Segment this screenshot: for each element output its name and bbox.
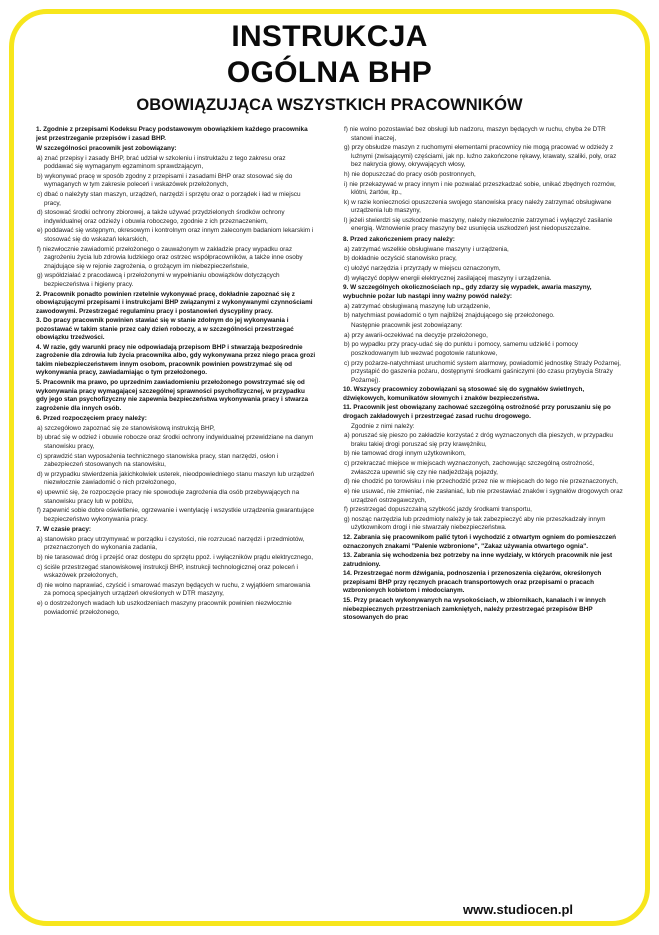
instruction-paragraph: a) znać przepisy i zasady BHP, brać udział w szkoleniu i instruktażu z tego zakresu oraz poddawać się wymaganym egzaminom sprawdzającym,	[37, 154, 286, 171]
instruction-paragraph: 8. Przed zakończeniem pracy należy:	[343, 235, 455, 243]
instruction-paragraph: 15. Przy pracach wykonywanych na wysokościach, w zbiornikach, kanałach i w innych niebezpiecznych przestrzeniach zamkniętych, należy przestrzegać przepisów BHP stosowanych do prac	[343, 597, 606, 622]
instruction-paragraph: Następnie pracownik jest zobowiązany:	[351, 321, 463, 329]
instruction-paragraph: f) zapewnić sobie dobre oświetlenie, ogrzewanie i wentylację i wszystkie urządzenia gwarantujące bezpieczeństwo wykonywania pracy.	[37, 507, 315, 523]
instruction-paragraph: a) stanowisko pracy utrzymywać w porządku i czystości, nie rozrzucać narzędzi i przedmiotów, przeznaczonych do wykonania zadania,	[37, 535, 305, 552]
instruction-paragraph: c) ściśle przestrzegać stanowiskowej instrukcji BHP, instrukcji technologicznej oraz poleceń i wskazówek przełożonych,	[37, 563, 298, 580]
instruction-paragraph: d) wyłączyć dopływ energii elektrycznej zasilającej maszyny i urządzenia.	[344, 274, 552, 282]
instruction-paragraph: 4. W razie, gdy warunki pracy nie odpowiadają przepisom BHP i stwarzają bezpośrednie zagrożenie dla zdrowia lub życia pracownika albo, gdy wykonywana przez niego praca grozi takim niebezpieczeństwem innym osobom, pracownik powinien powstrzymać się od wykonywania pracy, zawiadamiając o tym przełożonego.	[36, 343, 316, 377]
instruction-paragraph: 5. Pracownik ma prawo, po uprzednim zawiadomieniu przełożonego powstrzymać się od wykonywania pracy wymagającej szczególnej sprawności psychofizycznej, w przypadku gdy jego stan psychofizyczny nie zapewnia bezpieczeństwa wykonywania pracy i stwarza zagrożenie dla innych osób.	[36, 379, 309, 412]
instruction-paragraph: e) poddawać się wstępnym, okresowym i kontrolnym oraz innym zaleconym badaniom lekarskim i stosować się do wskazań lekarskich,	[37, 227, 314, 243]
instruction-paragraph: b) nie tarasować dróg i przejść oraz dostępu do sprzętu ppoż. i wyłączników prądu elektrycznego,	[37, 554, 314, 562]
instruction-paragraph: c) sprawdzić stan wyposażenia technicznego stanowiska pracy, stan narzędzi, osłon i zabezpieczeń stosowanych na stanowisku,	[37, 452, 279, 469]
instruction-paragraph: e) upewnić się, że rozpoczęcie pracy nie spowoduje zagrożenia dla osób przebywających na stanowisku pracy lub w pobliżu,	[37, 489, 300, 505]
website-url: www.studiocen.pl	[463, 902, 574, 917]
instruction-paragraph: 9. W szczególnych okolicznościach np., gdy zdarzy się wypadek, awaria maszyny, wybuchnie pożar lub nastąpi inny ważny powód należy:	[343, 284, 592, 300]
instruction-paragraph: a) poruszać się pieszo po zakładzie korzystać z dróg wyznaczonych dla pieszych, w przypadku braku takiej drogi poruszać się przy krawężniku,	[344, 432, 613, 448]
title-line-2: OGÓLNA BHP	[226, 56, 433, 89]
instruction-paragraph: b) nie tamować drogi innym użytkownikom,	[344, 450, 466, 458]
instruction-paragraph: c) przekraczać miejsce w miejscach wyznaczonych, zachowując szczególną ostrożność, zwłaszcza upewnić się czy nie nadjeżdżają pojazdy,	[344, 460, 595, 476]
instruction-paragraph: a) zatrzymać wszelkie obsługiwane maszyny i urządzenia,	[344, 245, 509, 253]
left-text-column	[36, 126, 316, 881]
instruction-paragraph: 3. Do pracy pracownik powinien stawiać się w stanie zdolnym do jej wykonywania i pozostawać w takim stanie przez cały dzień roboczy, a w szczególności przestrzegać obowiązku trzeźwości.	[36, 317, 294, 342]
instruction-paragraph: c) ułożyć narzędzia i przyrządy w miejscu oznaczonym,	[344, 265, 501, 272]
instruction-paragraph: b) ubrać się w odzież i obuwie robocze oraz środki ochrony indywidualnej przewidziane na danym stanowisku pracy,	[37, 434, 314, 450]
instruction-paragraph: 10. Wszyscy pracownicy zobowiązani są stosować się do sygnałów świetlnych, dźwiękowych, komunikatów słownych i znaków bezpieczeństwa.	[343, 386, 585, 402]
instruction-paragraph: l) jeżeli stwierdzi się uszkodzenie maszyny, należy niezwłocznie zatrzymać i wyłączyć zasilanie energią. Wznowienie pracy maszyny bez usunięcia uszkodzeń jest niedopuszczalne.	[344, 216, 613, 233]
instruction-paragraph: 12. Zabrania się pracownikom palić tytoń i wychodzić z otwartym ogniem do pomieszczeń oznaczonych znakami "Palenie wzbronione", "Zakaz używania otwartego ognia".	[343, 534, 617, 550]
title-line-1: INSTRUKCJA	[231, 20, 428, 53]
instruction-paragraph: d) w przypadku stwierdzenia jakichkolwiek usterek, nieodpowiedniego stanu maszyn lub urządzeń niezwłocznie zawiadomić o nich przełożonego,	[37, 470, 315, 487]
instruction-paragraph: 14. Przestrzegać norm dźwigania, podnoszenia i przenoszenia ciężarów, określonych przepisami BHP przy ręcznych pracach transportowych oraz przepisami o pracach wzbronionych kobietom i młodocianym.	[343, 570, 602, 595]
instruction-paragraph: 6. Przed rozpoczęciem pracy należy:	[36, 415, 147, 423]
instruction-paragraph: g) nosząc narzędzia lub przedmioty należy je tak zabezpieczyć aby nie przeszkadzały innym użytkownikom drogi i nie stwarzały niebezpieczeństwa.	[344, 515, 606, 532]
instruction-paragraph: a) przy awarii-oczekiwać na decyzje przełożonego,	[344, 331, 488, 339]
instruction-paragraph: f) nie wolno pozostawiać bez obsługi lub nadzoru, maszyn będących w ruchu, chyba że DTR stanowi inaczej,	[344, 126, 606, 142]
instruction-paragraph: b) po wypadku przy pracy-udać się do punktu i pomocy, samemu udzielić i pomocy poszkodowanym lub wezwać pogotowie ratunkowe,	[344, 341, 578, 357]
instruction-paragraph: W szczególności pracownik jest zobowiązany:	[36, 145, 177, 152]
instruction-paragraph: c) przy pożarze-natychmiast uruchomić system alarmowy, powiadomić jednostkę Straży Pożarnej, przystąpić do gaszenia pożaru, dostępnymi środkami gaśniczymi (do czasu przybycia Straży Pożarnej).	[344, 359, 621, 384]
instruction-paragraph: e) o dostrzeżonych wadach lub uszkodzeniach maszyny pracownik powinien niezwłocznie powiadomić przełożonego,	[37, 600, 292, 616]
instruction-paragraph: e) nie usuwać, nie zmieniać, nie zasłaniać, lub nie przestawiać znaków i sygnałów drogowych oraz urządzeń ostrzegawczych,	[344, 488, 623, 504]
right-text-column	[343, 126, 623, 881]
instruction-paragraph: 13. Zabrania się wchodzenia bez potrzeby na inne wydziały, w których pracownik nie jest zatrudniony.	[343, 552, 613, 568]
instruction-paragraph: a) zatrzymać obsługiwaną maszynę lub urządzenie,	[344, 302, 491, 310]
instruction-paragraph: d) nie wolno naprawiać, czyścić i smarować maszyn będących w ruchu, z wyjątkiem smarowania za pomocą specjalnych urządzeń określonych w DTR maszyny,	[37, 581, 311, 598]
instruction-paragraph: g) współdziałać z pracodawcą i przełożonymi w wypełnianiu obowiązków dotyczących bezpieczeństwa i higieny pracy.	[37, 272, 280, 288]
instruction-paragraph: b) natychmiast powiadomić o tym najbliżej znajdującego się przełożonego.	[344, 312, 555, 320]
instruction-paragraph: d) stosować środki ochrony zbiorowej, a także używać przydzielonych środków ochrony indywidualnej oraz odzieży i obuwia roboczego, zgodnie z ich przeznaczeniem,	[37, 209, 285, 225]
instruction-paragraph: f) niezwłocznie zawiadomić przełożonego o zauważonym w zakładzie pracy wypadku oraz zagrożeniu życia lub zdrowia ludzkiego oraz ostrzec współpracowników, a także inne osoby znajdujące się w rejonie zagrożenia, o grożącym im niebezpieczeństwie,	[37, 245, 303, 270]
instruction-paragraph: 2. Pracownik ponadto powinien rzetelnie wykonywać pracę, dokładnie zapoznać się z obowiązującymi przepisami i instrukcjami BHP związanymi z wykonywanymi czynnościami zawodowymi. Przestrzegać regulaminu pracy i postanowień dyscypliny pracy.	[36, 290, 313, 315]
instruction-paragraph: 11. Pracownik jest obowiązany zachować szczególną ostrożność przy poruszaniu się po drogach zakładowych i przestrzegać zasad ruchu drogowego.	[343, 404, 611, 420]
instruction-paragraph: d) nie chodzić po torowisku i nie przechodzić przez nie w miejscach do tego nie przeznaczonych,	[344, 478, 618, 486]
instruction-paragraph: i) nie przekazywać w pracy innym i nie pozwalać przeszkadzać sobie, unikać zbędnych rozmów, kłótni, żartów, itp.,	[344, 180, 616, 197]
instruction-paragraph: c) dbać o należyty stan maszyn, urządzeń, narzędzi i sprzętu oraz o porządek i ład w miejscu pracy,	[37, 191, 301, 207]
instruction-paragraph: 1. Zgodnie z przepisami Kodeksu Pracy podstawowym obowiązkiem każdego pracownika jest przestrzeganie przepisów i zasad BHP.	[36, 126, 308, 142]
instruction-paragraph: b) dokładnie oczyścić stanowisko pracy,	[344, 255, 457, 263]
instruction-paragraph: 7. W czasie pracy:	[36, 526, 92, 534]
instruction-paragraph: a) szczegółowo zapoznać się ze stanowiskową instrukcją BHP,	[37, 424, 215, 432]
instruction-paragraph: Zgodnie z nimi należy:	[351, 422, 415, 430]
subtitle: OBOWIĄZUJĄCA WSZYSTKICH PRACOWNIKÓW	[136, 96, 523, 114]
instruction-paragraph: f) przestrzegać dopuszczalną szybkość jazdy środkami transportu,	[344, 506, 532, 514]
instruction-paragraph: b) wykonywać pracę w sposób zgodny z przepisami i zasadami BHP oraz stosować się do wymaganych w tym zakresie poleceń i wskazówek przełożonych,	[37, 172, 293, 189]
instruction-paragraph: h) nie dopuszczać do pracy osób postronnych,	[344, 170, 476, 178]
instruction-paragraph: k) w razie konieczności opuszczenia swojego stanowiska pracy należy zatrzymać obsługiwane urządzenia lub maszyny,	[344, 198, 612, 215]
instruction-paragraph: g) przy obsłudze maszyn z ruchomymi elementami pracownicy nie mogą pracować w odzieży z luźnymi (zwisającymi) częściami, jak np. luźno zakończone rękawy, krawaty, szaliki, poły, oraz bez nakrycia głowy, okrywających włosy,	[344, 144, 617, 169]
